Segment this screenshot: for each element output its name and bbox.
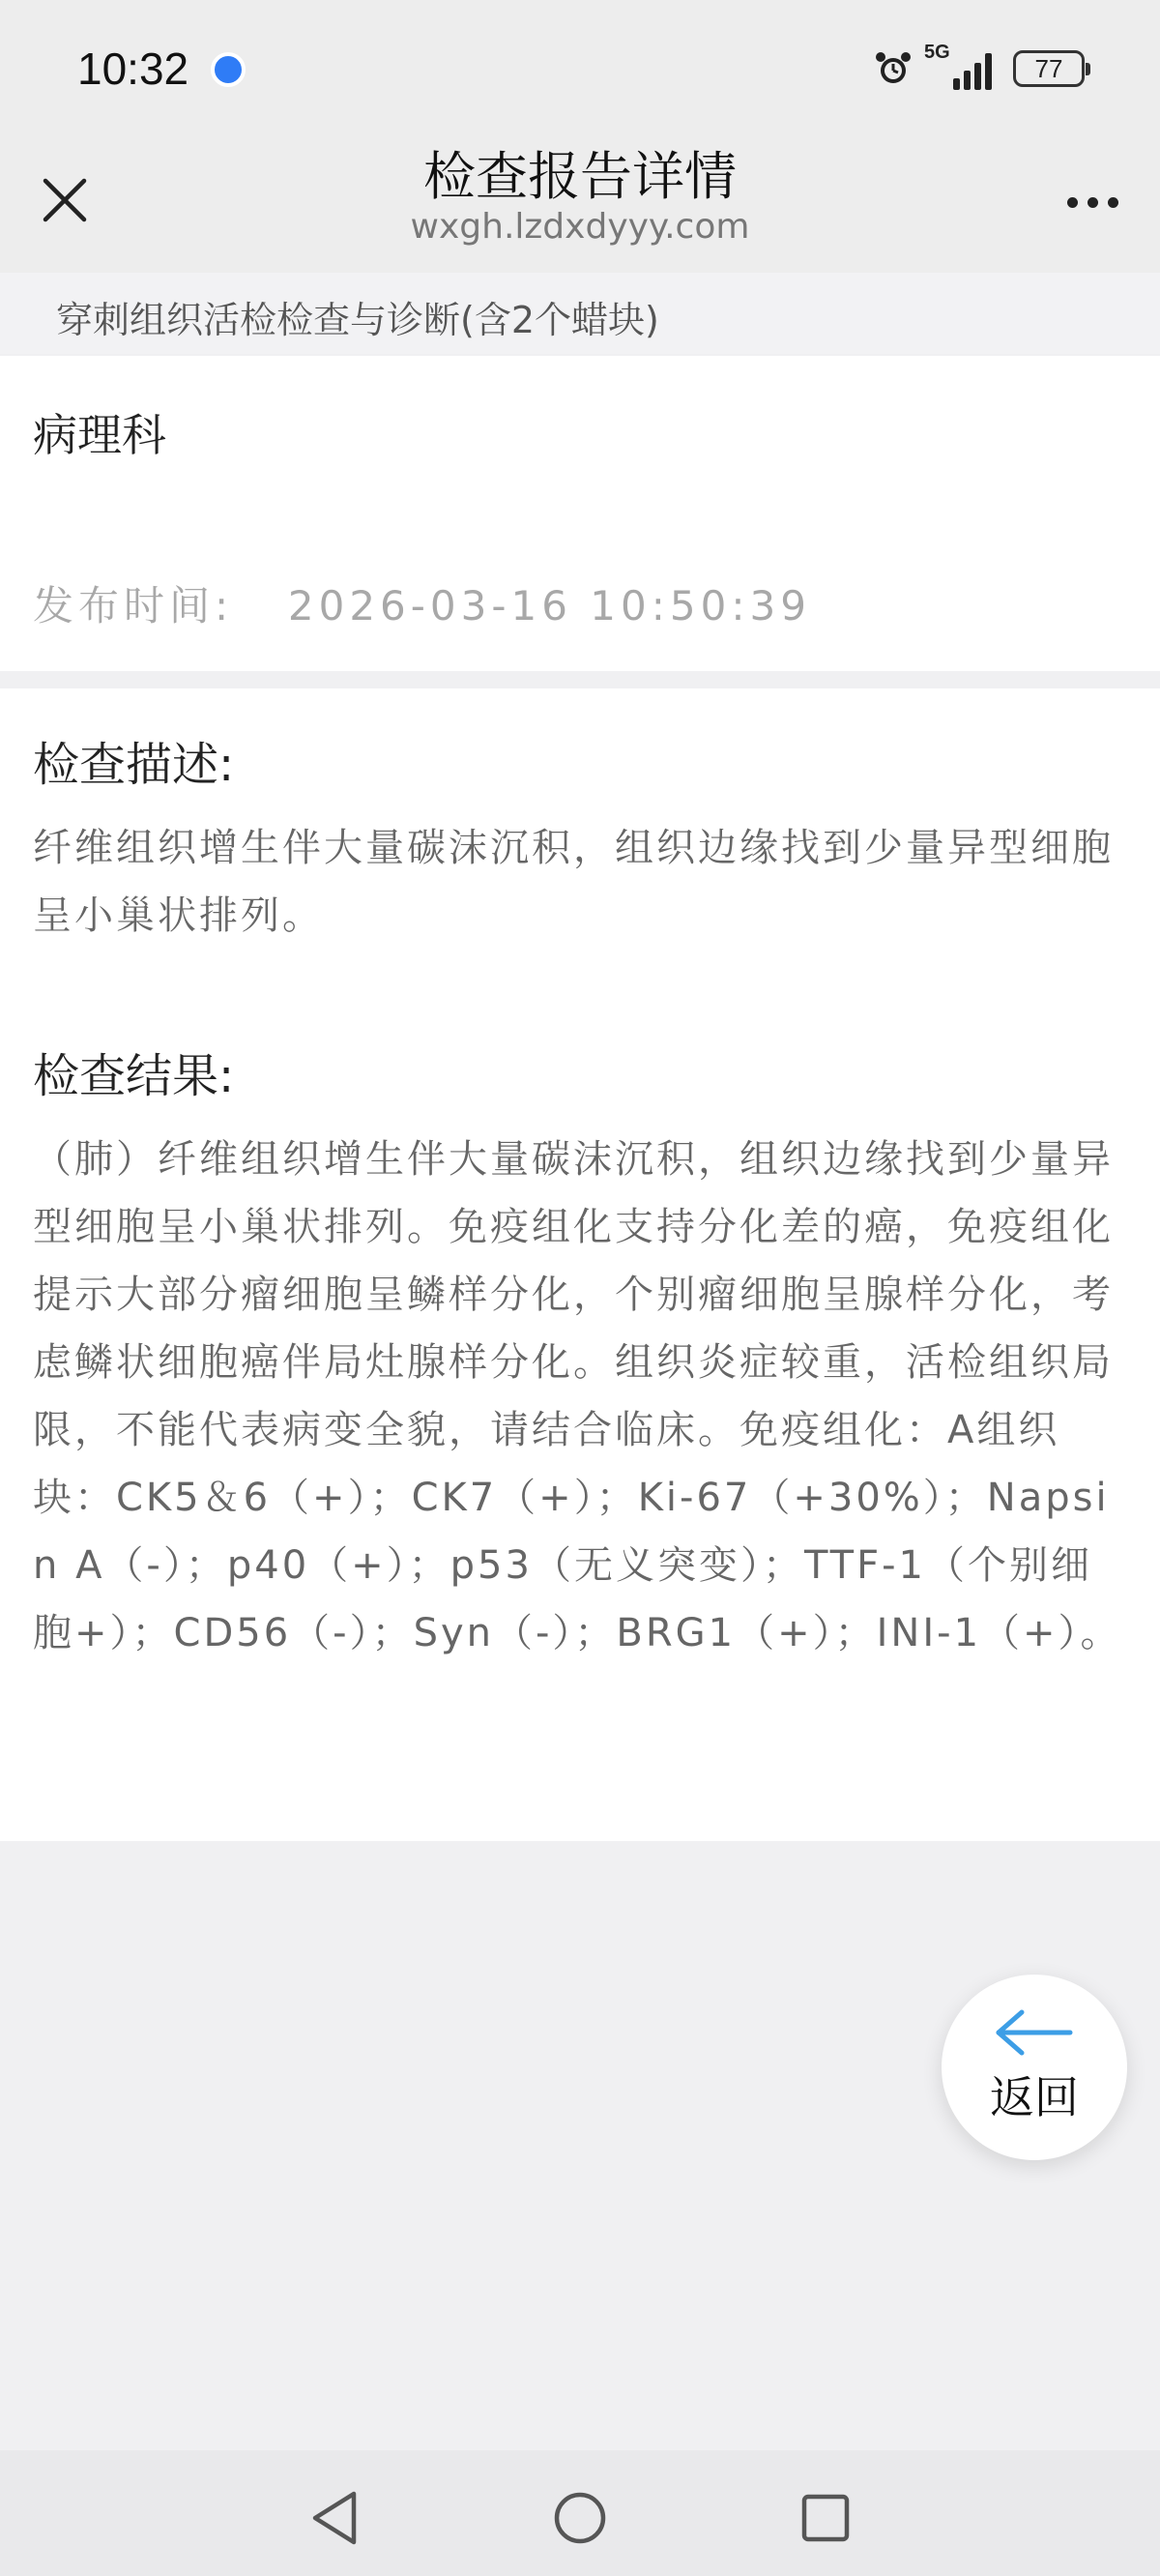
alarm-clock-icon — [874, 49, 913, 88]
battery-level: 77 — [1034, 53, 1063, 83]
page-title: 检查报告详情 — [423, 146, 737, 207]
publish-time — [33, 574, 811, 632]
system-navigation-bar — [0, 2450, 1160, 2576]
status-time: 10:32 — [77, 44, 189, 94]
department-card — [0, 356, 1160, 671]
circle-home-icon — [551, 2489, 609, 2547]
back-button-label: 返回 — [990, 2071, 1079, 2123]
arrow-left-icon — [993, 2008, 1076, 2057]
description-text: 纤维组织增生伴大量碳沫沉积，组织边缘找到少量异型细胞呈小巢状排列。 — [33, 826, 1114, 938]
more-options-button[interactable] — [1054, 168, 1131, 236]
app-notification-icon — [211, 52, 246, 87]
page-url: wxgh.lzdxdyyy.com — [410, 207, 750, 247]
department-name: 病理科 — [33, 409, 166, 461]
cellular-signal-icon — [924, 42, 992, 90]
status-bar — [0, 0, 1160, 135]
result-title: 检查结果: — [33, 1049, 235, 1103]
network-type: 5G — [924, 42, 950, 63]
description-title: 检查描述: — [33, 738, 235, 792]
result-text: （肺）纤维组织增生伴大量碳沫沉积，组织边缘找到少量异型细胞呈小巢状排列。免疫组化支持分化差的癌，免疫组化提示大部分瘤细胞呈鳞样分化，个别瘤细胞呈腺样分化，考虑鳞状细胞癌伴局灶腺样分化。组织炎症较重，活检组织局限，不能代表病变全貌，请结合临床。免疫组化：A组织块：CK5＆6（+）；CK7（+）；Ki-67（+30%）；Napsin A（-）；p40（+）；p53（无义突变）；TTF-1（个别细胞+）；CD56（-）；Syn（-）；BRG1（+）；INI-1（+）。 — [33, 1137, 1122, 1655]
triangle-back-icon — [307, 2488, 362, 2548]
title-bar — [0, 135, 1160, 273]
status-indicators — [874, 44, 1085, 93]
exam-name: 穿刺组织活检检查与诊断(含2个蜡块) — [56, 299, 659, 341]
publish-time-value: 2026-03-16 10:50:39 — [287, 582, 811, 629]
battery-icon — [1013, 50, 1085, 87]
square-recent-icon — [798, 2491, 853, 2545]
more-dots-icon — [1067, 197, 1078, 208]
exam-name-bar — [0, 273, 1160, 354]
nav-home-button[interactable] — [541, 2479, 619, 2557]
nav-back-button[interactable] — [296, 2479, 373, 2557]
back-button[interactable] — [942, 1975, 1127, 2160]
publish-time-label: 发布时间: — [33, 582, 234, 629]
nav-recent-apps-button[interactable] — [787, 2479, 864, 2557]
report-card — [0, 688, 1160, 1841]
